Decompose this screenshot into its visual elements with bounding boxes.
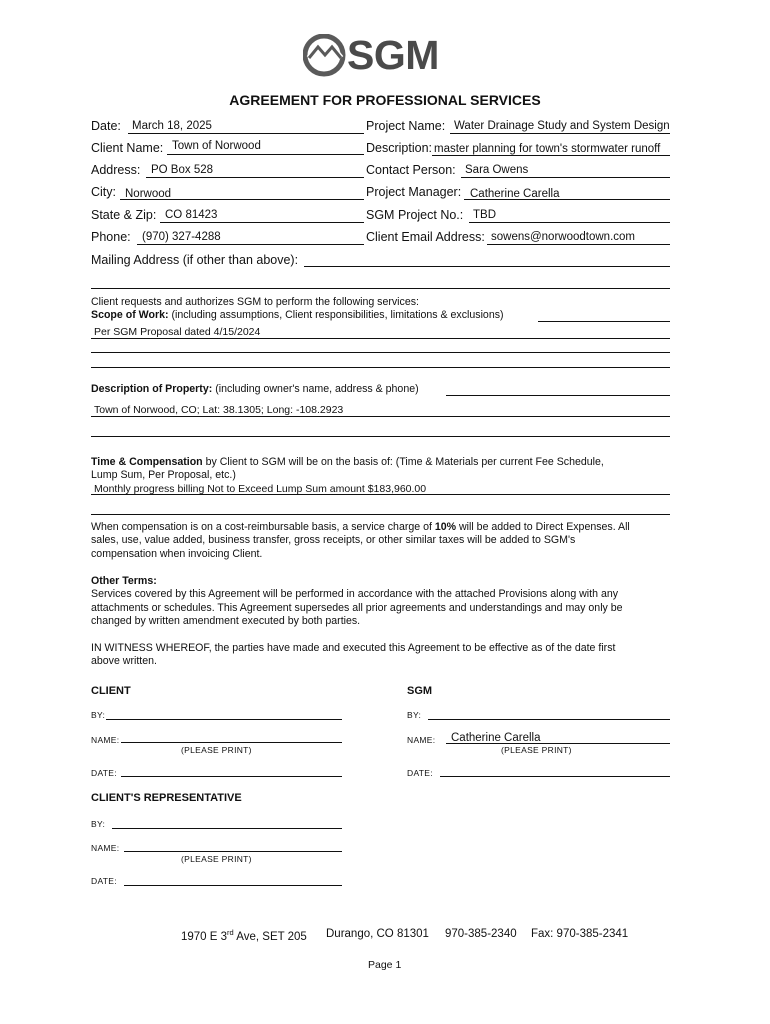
rep-name-label: NAME: [91,843,120,853]
client-date-label: DATE: [91,768,117,778]
property-line-2 [91,416,670,417]
client-email-label: Client Email Address: [366,230,485,244]
city-value[interactable]: Norwood [125,188,172,200]
sgm-please-print: (PLEASE PRINT) [501,745,572,755]
compensation-line-1 [91,494,670,495]
address-line [146,177,364,178]
project-manager-label: Project Manager: [366,185,462,199]
other-terms-line1: Services covered by this Agreement will be performed in accordance with the attached Provisions along with any [91,588,619,601]
project-manager-line [464,199,670,200]
date-label: Date: [91,119,121,133]
contact-person-label: Contact Person: [366,163,456,177]
phone-label: Phone: [91,230,131,244]
address-label: Address: [91,163,141,177]
sgm-by-label: BY: [407,710,422,720]
sgm-name-value[interactable]: Catherine Carella [451,732,541,744]
other-terms-line2: attachments or schedules. This Agreement supersedes all prior agreements and understandings and may only be [91,601,623,614]
property-heading-row [91,383,419,396]
sgm-name-sig-label: NAME: [407,735,436,745]
rep-name-line[interactable] [124,851,342,852]
other-terms-heading: Other Terms: [91,575,157,587]
compensation-value[interactable]: Monthly progress billing Not to Exceed Lump Sum amount $183,960.00 [94,483,427,495]
mailing-address-line [304,266,670,267]
description-value[interactable]: master planning for town's stormwater runoff [434,143,661,155]
rep-please-print: (PLEASE PRINT) [181,854,252,864]
witness-line1: IN WITNESS WHEREOF, the parties have made and executed this Agreement to be effective as of the date first [91,642,616,654]
contact-person-line [461,177,670,178]
client-email-value[interactable]: sowens@norwoodtown.com [491,231,635,243]
address-value[interactable]: PO Box 528 [151,164,214,176]
client-name-label: Client Name: [91,141,164,155]
reimbursable-percent: 10% [434,521,457,533]
state-zip-line [160,222,364,223]
reimbursable-line1-post: will be added to Direct Expenses. All [456,521,630,533]
rep-date-line[interactable] [124,885,342,886]
other-terms-line3: changed by written amendment executed by both parties. [91,615,361,628]
property-line-1 [446,395,670,396]
compensation-text [91,456,604,483]
sgm-project-no-label: SGM Project No.: [366,208,464,222]
logo-text: SGM [347,32,439,78]
property-value[interactable]: Town of Norwood, CO; Lat: 38.1305; Long: -108.2923 [94,404,344,416]
scope-heading-row [91,309,504,322]
property-line-3 [91,436,670,437]
project-name-line [450,133,670,134]
date-value[interactable]: March 18, 2025 [132,120,212,132]
client-heading: CLIENT [91,685,131,697]
rep-by-line[interactable] [112,828,342,829]
witness-line2: above written. [91,655,157,668]
scope-note: (including assumptions, Client responsibilities, limitations & exclusions) [171,309,504,321]
rep-date-label: DATE: [91,876,117,886]
compensation-text-line2: Lump Sum, Per Proposal, etc.) [91,469,236,482]
sgm-date-label: DATE: [407,768,433,778]
sgm-by-line[interactable] [428,719,670,720]
witness-paragraph [91,642,615,669]
scope-line-1 [538,321,670,322]
reimbursable-line2: sales, use, value added, business transfer, gross receipts, or other similar taxes will be added to SGM's [91,534,576,547]
client-name-value[interactable]: Town of Norwood [172,140,261,152]
project-name-label: Project Name: [366,119,446,133]
rep-by-label: BY: [91,819,106,829]
scope-heading: Scope of Work: [91,309,169,321]
mailing-address-label: Mailing Address (if other than above): [91,253,299,267]
contact-person-value[interactable]: Sara Owens [465,164,529,176]
sgm-heading: SGM [407,685,433,697]
client-email-line [487,244,670,245]
sgm-project-no-value[interactable]: TBD [473,209,496,221]
state-zip-value[interactable]: CO 81423 [165,209,218,221]
footer-city: Durango, CO 81301 [326,928,429,940]
client-name-sig-label: NAME: [91,735,120,745]
scope-line-3 [91,352,670,353]
description-line [432,155,670,156]
sgm-date-line[interactable] [440,776,670,777]
client-by-label: BY: [91,710,106,720]
footer-address-pre: 1970 E 3 [181,930,228,943]
client-by-line[interactable] [106,719,342,720]
sgm-name-sig-line[interactable] [446,743,670,744]
scope-intro: Client requests and authorizes SGM to perform the following services: [91,296,419,308]
footer-address-post: Ave, SET 205 [233,930,307,943]
mailing-address-line-2 [91,288,670,289]
sgm-project-no-line [469,222,670,223]
page-number: Page 1 [368,959,402,971]
city-label: City: [91,185,116,199]
compensation-text-line1: by Client to SGM will be on the basis of: (Time & Materials per current Fee Schedule, [205,456,604,468]
phone-line [137,244,364,245]
scope-line-4 [91,367,670,368]
phone-value[interactable]: (970) 327-4288 [142,231,221,243]
other-terms-paragraph [91,575,623,629]
footer-phone: 970-385-2340 [445,928,517,940]
document-title: AGREEMENT FOR PROFESSIONAL SERVICES [229,92,541,108]
property-note: (including owner's name, address & phone) [215,383,419,395]
property-heading: Description of Property: [91,383,213,395]
client-name-sig-line[interactable] [121,742,342,743]
client-representative-heading: CLIENT'S REPRESENTATIVE [91,792,242,804]
client-date-line[interactable] [121,776,342,777]
state-zip-label: State & Zip: [91,208,157,222]
client-please-print: (PLEASE PRINT) [181,745,252,755]
footer-address [181,928,307,943]
sgm-logo [303,34,453,78]
date-line [128,133,364,134]
compensation-heading: Time & Compensation [91,456,203,468]
footer-fax: Fax: 970-385-2341 [531,928,629,940]
compensation-line-2 [91,514,670,515]
project-manager-value[interactable]: Catherine Carella [470,188,560,200]
reimbursable-line3: compensation when invoicing Client. [91,547,263,560]
reimbursable-paragraph [91,521,630,561]
project-name-value[interactable]: Water Drainage Study and System Design [454,120,670,132]
description-label: Description: [366,141,432,155]
scope-value[interactable]: Per SGM Proposal dated 4/15/2024 [94,326,261,338]
scope-line-2 [91,338,670,339]
client-name-line [167,154,364,155]
footer-address-sup: rd [227,928,234,937]
reimbursable-line1-pre: When compensation is on a cost-reimbursable basis, a service charge of [91,521,435,533]
city-line [120,199,364,200]
sgm-logo-icon [303,34,347,78]
